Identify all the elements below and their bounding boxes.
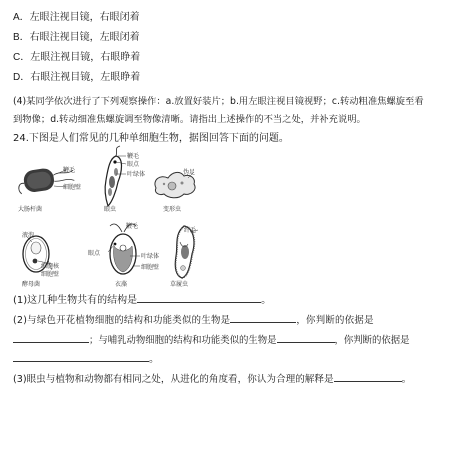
option-d: [13, 71, 140, 84]
q2-line2: [13, 332, 410, 347]
q2-part3: ；与哺乳动物细胞的结构和功能类似的生物是: [89, 335, 277, 346]
q4-line2: 到物像；d.转动细准焦螺旋调至物像清晰。请指出上述操作的不当之处，并补充说明。: [13, 114, 366, 125]
option-letter: D: [13, 72, 21, 83]
q1-text: (1)这几种生物共有的结构是: [13, 295, 138, 306]
chlamydomonas-label-eyespot: 眼点: [88, 250, 101, 257]
paramecium-label-cilia: 纤毛: [184, 227, 197, 234]
yeast-label-cellwall: 细胞壁: [41, 271, 60, 278]
q24-stem: 24.下图是人们常见的几种单细胞生物，据图回答下面的问题。: [13, 133, 289, 144]
yeast-label-vacuole: 液泡: [22, 232, 35, 239]
yeast-label-nucleus: 细胞核: [41, 263, 60, 270]
euglena-label-flagellum: 鞭毛: [127, 153, 140, 160]
q3: [13, 371, 411, 386]
q2-answer-blank-1[interactable]: [230, 312, 296, 323]
q2-line1: [13, 312, 374, 327]
q2-part1: (2)与绿色开花植物细胞的结构和功能类似的生物是: [13, 315, 231, 326]
amoeba-label-pseudopod: 伪足: [183, 169, 196, 176]
q1: [13, 292, 271, 307]
chlamydomonas-label-cellwall: 细胞壁: [141, 264, 160, 271]
q4-line1: (4)某同学依次进行了下列观察操作：a.放置好装片；b.用左眼注视目镜视野；c.转动粗准焦螺旋至看: [13, 96, 424, 107]
option-letter: C: [13, 52, 21, 63]
euglena-name: 眼虫: [104, 206, 117, 213]
bacteria-label-cellwall: 细胞壁: [63, 184, 82, 191]
q1-answer-blank[interactable]: [137, 292, 261, 303]
chlamydomonas-figure: [106, 222, 142, 278]
bacteria-label-flagellum: 鞭毛: [63, 167, 76, 174]
euglena-label-chloroplast: 叶绿体: [127, 171, 146, 178]
option-text: ．左眼注视目镜，右眼闭着: [19, 12, 140, 23]
chlamydomonas-label-flagellum: 鞭毛: [126, 223, 139, 230]
q3-answer-blank[interactable]: [334, 371, 402, 382]
q2-answer-blank-2[interactable]: [13, 332, 89, 343]
yeast-name: 酵母菌: [22, 281, 41, 288]
chlamydomonas-name: 衣藻: [115, 281, 128, 288]
bacteria-name: 大肠杆菌: [18, 206, 43, 213]
q2-line3: [13, 351, 159, 366]
option-a: [13, 11, 140, 24]
option-c: [13, 51, 140, 64]
paramecium-name: 草履虫: [170, 281, 189, 288]
option-text: ．左眼注视目镜，右眼睁着: [20, 52, 141, 63]
q2-part4: ，你判断的依据是: [334, 335, 410, 346]
chlamydomonas-label-chloroplast: 叶绿体: [141, 253, 160, 260]
q3-end: 。: [401, 374, 412, 385]
amoeba-name: 变形虫: [163, 206, 182, 213]
q2-answer-blank-3[interactable]: [277, 332, 335, 343]
q2-part2: ，你判断的依据是: [296, 315, 374, 326]
option-b: [13, 31, 140, 44]
bacteria-figure: [18, 160, 78, 200]
q2-end: 。: [149, 354, 159, 365]
option-letter: A: [13, 12, 20, 23]
q3-text: (3)眼虫与植物和动物都有相同之处，从进化的角度看，你认为合理的解释是: [13, 374, 334, 385]
option-text: ．右眼注视目镜，左眼闭着: [19, 32, 140, 43]
option-letter: B: [13, 32, 20, 43]
q2-answer-blank-4[interactable]: [13, 351, 149, 362]
option-text: ．右眼注视目镜，左眼睁着: [20, 72, 141, 83]
q1-end: 。: [261, 295, 272, 306]
euglena-label-eyespot: 眼点: [127, 161, 140, 168]
